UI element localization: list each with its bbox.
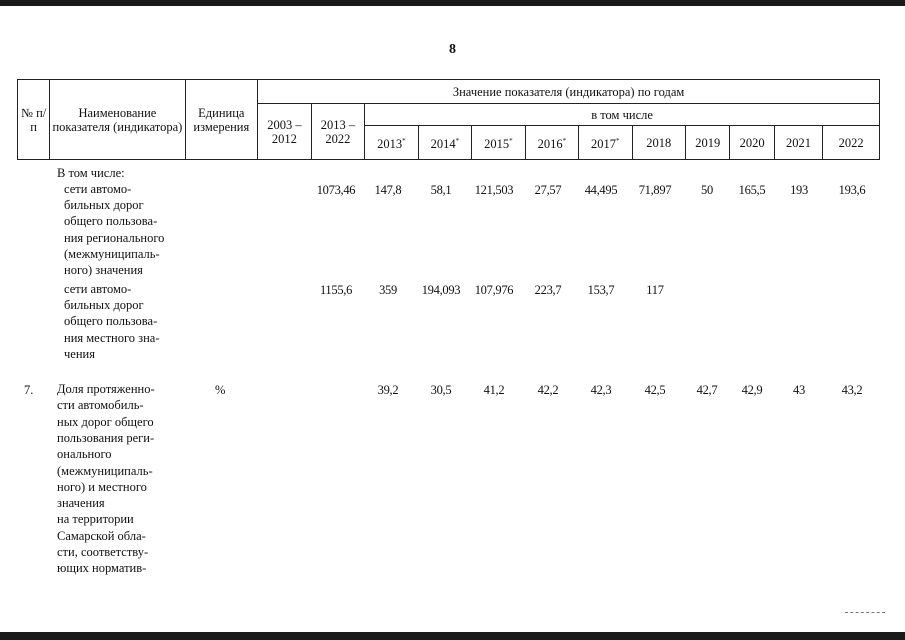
top-border-bar: [0, 0, 905, 6]
label-line: ного) и местного: [57, 479, 147, 494]
header-year-2016: [525, 126, 578, 160]
label-line: онального: [57, 447, 112, 462]
header-name: Наименование показателя (индикатора): [50, 80, 185, 160]
table-cell-value: 42,9: [741, 383, 763, 397]
table-cell-value: 30,5: [430, 383, 452, 397]
table-header: [17, 79, 880, 160]
header-year-label: 2013: [377, 137, 403, 152]
table-cell-value: 43,2: [841, 383, 863, 397]
header-no: № п/п: [18, 80, 50, 160]
local-total: 1155,6: [319, 283, 353, 297]
label-line: (межмуниципаль-: [57, 463, 153, 478]
label-line: общего пользова-: [64, 214, 158, 229]
header-year-label: 2015: [484, 137, 510, 152]
header-year-label: 2019: [695, 135, 721, 150]
table-cell-value: 42,7: [696, 383, 718, 397]
header-unit: Единица измерения: [185, 80, 258, 160]
label-line: значения: [57, 496, 105, 511]
table-cell-value: 121,503: [474, 183, 514, 197]
header-year-label: 2020: [739, 135, 765, 150]
table-cell-value: 58,1: [430, 183, 452, 197]
table-cell-value: 44,495: [584, 183, 618, 197]
header-year-2020: [730, 126, 774, 160]
label-line: сети автомо-: [64, 282, 132, 296]
label-line: сти автомобиль-: [57, 398, 144, 413]
item-7-number: 7.: [24, 383, 34, 397]
footnote-mark: *: [455, 136, 460, 145]
table-cell-value: 107,976: [474, 283, 514, 297]
footnote-mark: *: [509, 136, 513, 145]
header-year-2013: [365, 126, 418, 160]
header-period-2003-2012: 2003 – 2012: [258, 104, 311, 160]
table-cell-value: 117: [646, 283, 664, 297]
table-cell-value: 27,57: [534, 183, 562, 197]
table-cell-value: 71,897: [638, 183, 672, 197]
label-line: на территории: [57, 512, 134, 527]
label-line: Самарской обла-: [57, 528, 146, 543]
item-7-unit: %: [215, 383, 226, 397]
header-year-2022: [823, 126, 880, 160]
label-line: ного) значения: [64, 263, 143, 277]
label-line: (межмуниципаль-: [64, 246, 160, 261]
label-line: ных дорог общего: [57, 414, 154, 429]
table-cell-value: 39,2: [377, 383, 399, 397]
table-cell-value: 193: [790, 183, 808, 197]
header-year-2021: [774, 126, 822, 160]
header-year-label: 2014: [430, 137, 456, 152]
header-year-label: 2016: [537, 137, 563, 152]
header-year-2019: [686, 126, 730, 160]
table-cell-value: 42,2: [537, 383, 559, 397]
including-label: В том числе:: [57, 166, 125, 180]
label-line: ния местного зна-: [64, 330, 160, 345]
table-cell-value: 42,3: [590, 383, 612, 397]
header-year-label: 2021: [786, 135, 812, 150]
bottom-border-bar: [0, 632, 905, 640]
label-line: сети автомо-: [64, 182, 132, 196]
table-cell-value: 43: [793, 383, 805, 397]
table-cell-value: 223,7: [534, 283, 562, 297]
table-cell-value: 194,093: [421, 283, 461, 297]
label-line: пользования реги-: [57, 430, 155, 445]
footnote-mark: *: [562, 136, 567, 145]
header-year-label: 2018: [646, 135, 672, 150]
header-period-2013-2022: 2013 – 2022: [311, 104, 364, 160]
header-year-label: 2022: [838, 135, 864, 150]
table-cell-value: 165,5: [738, 183, 766, 197]
page-number: 8: [449, 42, 456, 57]
label-line: сти, соответству-: [57, 545, 149, 559]
header-year-label: 2017: [591, 137, 617, 152]
header-year-2017: [579, 126, 632, 160]
footnote-mark: *: [616, 136, 620, 145]
header-values: Значение показателя (индикатора) по годам: [258, 80, 880, 104]
header-including: в том числе: [365, 104, 880, 126]
regional-total: 1073,46: [316, 183, 356, 197]
header-year-2014: [418, 126, 471, 160]
footnote-mark: *: [402, 136, 406, 145]
label-line: бильных дорог: [64, 198, 144, 213]
label-line: чения: [64, 346, 95, 361]
label-line: общего пользова-: [64, 314, 158, 329]
table-cell-value: 193,6: [838, 183, 866, 197]
table-cell-value: 147,8: [374, 183, 402, 197]
table-cell-value: 41,2: [483, 383, 505, 397]
label-line: ющих норматив-: [57, 561, 147, 576]
table-cell-value: 50: [701, 183, 713, 197]
header-year-2018: [632, 126, 685, 160]
label-line: ния регионального: [64, 230, 165, 245]
scan-mark: [845, 612, 885, 613]
table-cell-value: 359: [379, 283, 397, 297]
table-cell-value: 42,5: [644, 383, 666, 397]
header-year-2015: [472, 126, 525, 160]
label-line: бильных дорог: [64, 298, 144, 313]
table-cell-value: 153,7: [587, 283, 615, 297]
label-line: Доля протяженно-: [57, 382, 155, 396]
